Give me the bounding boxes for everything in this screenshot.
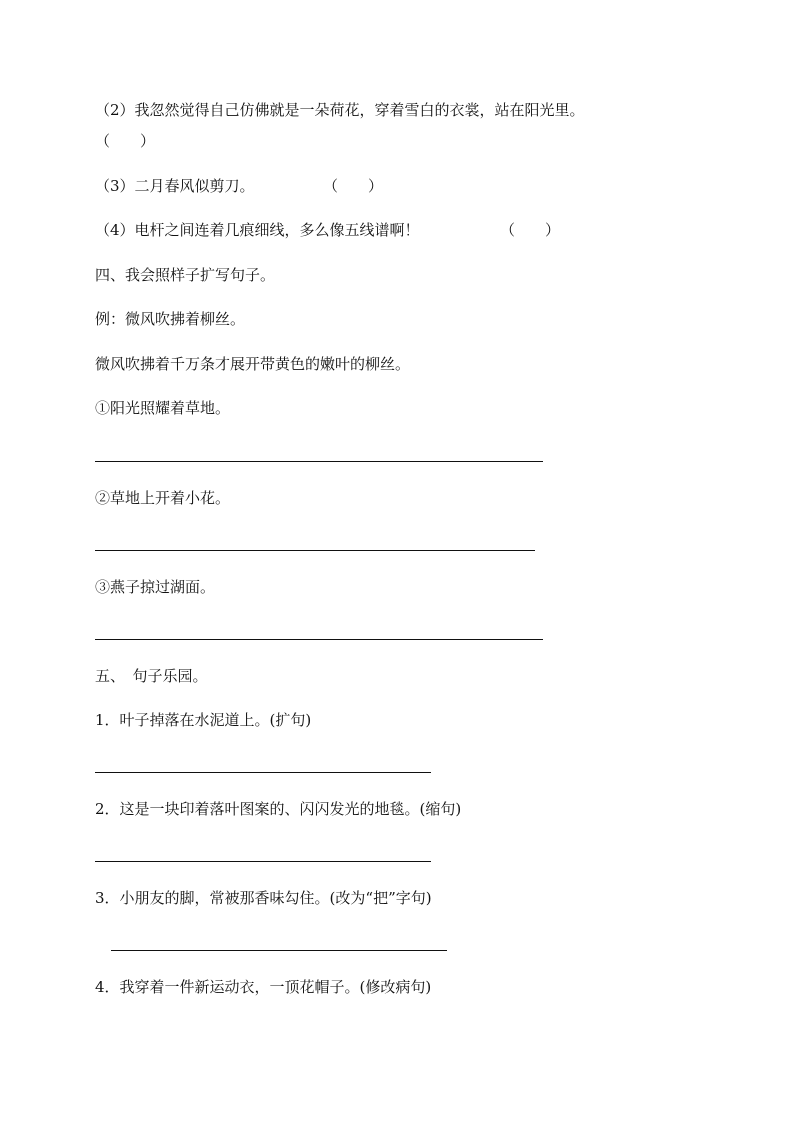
expand-item-3: ③燕子掠过湖面。 — [95, 578, 216, 596]
question-3-4: （4）电杆之间连着几痕细线，多么像五线谱啊！ — [95, 221, 420, 239]
expand-item-1: ①阳光照耀着草地。 — [95, 399, 231, 417]
sentence-item-4: 4．我穿着一件新运动衣，一顶花帽子。(修改病句) — [95, 978, 432, 996]
sentence-item-3: 3．小朋友的脚，常被那香味勾住。(改为“把”字句) — [95, 889, 432, 907]
answer-line-5-2[interactable] — [95, 861, 431, 862]
sentence-item-1: 1．叶子掉落在水泥道上。(扩句) — [95, 711, 312, 729]
answer-line-5-3[interactable] — [111, 950, 447, 951]
answer-line-4-2[interactable] — [95, 550, 535, 551]
answer-line-4-1[interactable] — [95, 461, 543, 462]
section-5-heading: 五、 句子乐园。 — [95, 667, 208, 685]
section-4-heading: 四、我会照样子扩写句子。 — [95, 266, 276, 284]
sentence-item-2: 2．这是一块印着落叶图案的、闪闪发光的地毯。(缩句) — [95, 800, 462, 818]
answer-paren-3-3[interactable]: （ ） — [323, 177, 384, 195]
answer-paren-3-2[interactable]: （ ） — [95, 132, 156, 150]
expand-item-2: ②草地上开着小花。 — [95, 489, 231, 507]
question-3-3: （3）二月春风似剪刀。 — [95, 177, 255, 195]
answer-line-5-1[interactable] — [95, 772, 431, 773]
example-answer: 微风吹拂着千万条才展开带黄色的嫩叶的柳丝。 — [95, 355, 411, 373]
example-label: 例：微风吹拂着柳丝。 — [95, 310, 246, 328]
question-3-2: （2）我忽然觉得自己仿佛就是一朵荷花，穿着雪白的衣裳，站在阳光里。 — [95, 101, 585, 119]
answer-paren-3-4[interactable]: （ ） — [500, 221, 561, 239]
answer-line-4-3[interactable] — [95, 639, 543, 640]
